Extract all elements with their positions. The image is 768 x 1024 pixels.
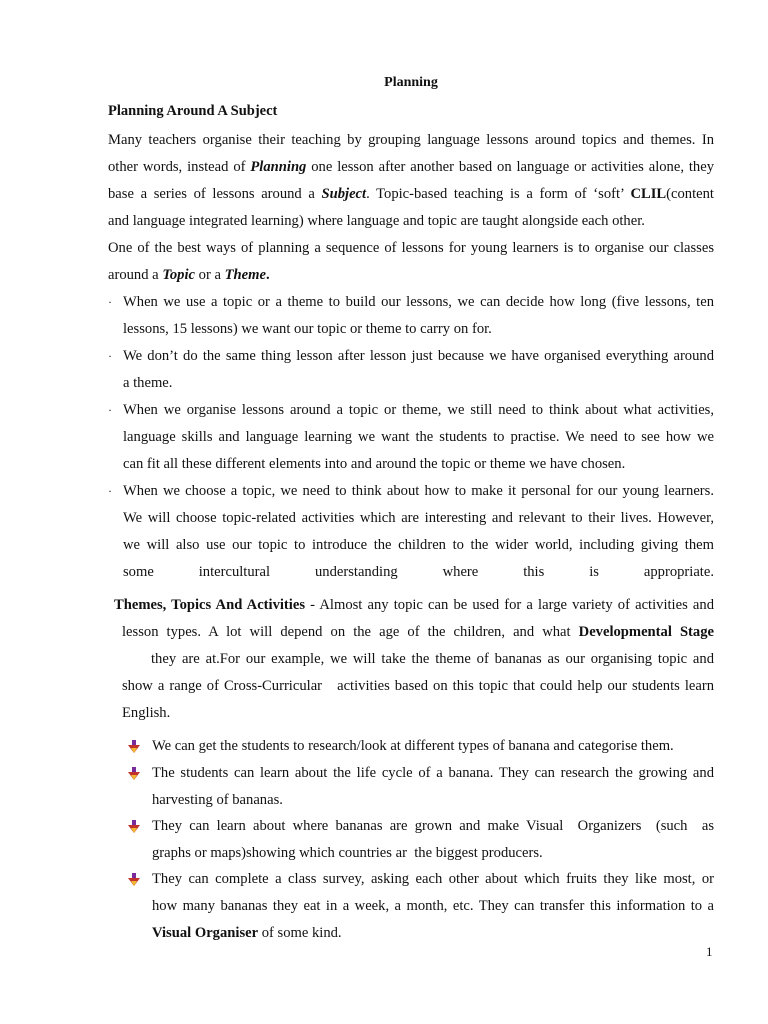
bullet-dot-icon: · [108,295,112,309]
bullet-item [108,397,714,478]
themes-section [114,592,714,727]
text-run: Visual Organizers (such as [526,818,715,834]
text-line: The students can learn about the life cycle of a banana. They can research the growing and [152,765,714,781]
text-run: base a series of lessons around a [108,186,322,202]
text-line: how many bananas they eat in a week, a month, etc. They can transfer this information to a [152,898,714,914]
text-run: one lesson after another based on language or activities alone, they [306,159,714,175]
text-line: and language integrated learning) where language and topic are taught alongside each other. [108,213,645,229]
page-number: 1 [706,944,713,959]
text-line [123,559,714,586]
text-line [114,592,714,619]
text-line: One of the best ways of planning a sequence of lessons for young learners is to organise our classes [108,240,714,256]
emphasis-topic: Topic [162,267,196,283]
text-line: We can get the students to research/look at different types of banana and categorise them. [152,738,674,754]
text-line: Many teachers organise their teaching by grouping language lessons around topics and themes. In [108,132,714,148]
text-line [114,619,714,646]
text-line: We don’t do the same thing lesson after lesson just because we have organised everything around [123,348,714,364]
text-line: When we choose a topic, we need to think about how to make it personal for our young learners. [123,483,714,499]
text-line [152,813,714,840]
section-heading: Planning Around A Subject [108,103,278,119]
text-line [108,154,714,181]
arrow-down-icon [128,873,140,886]
emphasis-clil: CLIL [630,186,667,202]
text-line: When we use a topic or a theme to build our lessons, we can decide how long (five lessons, ten [123,294,714,310]
emphasis-developmental-stage: Developmental Stage [578,624,714,640]
text-run: other words, instead of [108,159,251,175]
text-line: show a range of Cross-Curricular activities based on this topic that could help our students learn [122,678,714,694]
bullet-dot-icon: · [108,484,112,498]
emphasis-visual-organiser: Visual Organiser [152,925,259,941]
bullet-dot-icon: · [108,349,112,363]
text-run: lesson types. A lot will depend on the age of the children, and what [122,624,579,640]
bullet-item [108,478,714,586]
text-line: When we organise lessons around a topic or theme, we still need to think about what activities, [123,402,714,418]
intro-paragraph [108,127,714,235]
page-title: Planning [384,75,438,90]
bullet-item [108,289,714,343]
text-line: They can complete a class survey, asking each other about which fruits they like most, or [152,871,714,887]
text-line [108,262,714,289]
text-run: some intercultural understanding [123,564,398,580]
emphasis-subject: Subject [321,186,367,202]
text-line: they are at.For our example, we will take the theme of bananas as our organising topic and [151,651,714,667]
arrow-down-icon [128,820,140,833]
text-run: They can learn about where bananas are grown and make [152,818,520,834]
emphasis-theme: Theme [224,267,266,283]
text-line: English. [122,705,171,721]
text-run: or a [195,267,225,283]
text-line [152,920,714,947]
text-run: (content [666,186,714,202]
text-line [108,181,714,208]
text-line: lessons, 15 lessons) we want our topic or theme to carry on for. [123,321,492,337]
emphasis-planning: Planning [250,159,307,175]
arrow-down-icon [128,767,140,780]
section-heading-themes: Themes, Topics And Activities [114,597,306,613]
bullet-dot-icon: · [108,403,112,417]
text-run: . [265,267,270,283]
text-line: a theme. [123,375,173,391]
text-line: harvesting of bananas. [152,792,283,808]
text-run: - Almost any topic can be used for a large variety of activities and [305,597,714,613]
text-line: We will choose topic-related activities which are interesting and relevant to their lives. However, [123,510,714,526]
text-run: . Topic-based teaching is a form of ‘soft’ [366,186,631,202]
text-run: where this is appropriate. [442,564,714,580]
text-run: of some kind. [258,925,342,941]
text-run: around a [108,267,163,283]
second-paragraph [108,235,714,289]
arrow-down-icon [128,740,140,753]
text-line: we will also use our topic to introduce the children to the wider world, including giving them [123,537,714,553]
text-line: language skills and language learning we want the students to practise. We need to see how we [123,429,714,445]
text-line: graphs or maps)showing which countries ar the biggest producers. [152,845,543,861]
bullet-item [108,343,714,397]
text-line: can fit all these different elements into and around the topic or theme we have chosen. [123,456,626,472]
